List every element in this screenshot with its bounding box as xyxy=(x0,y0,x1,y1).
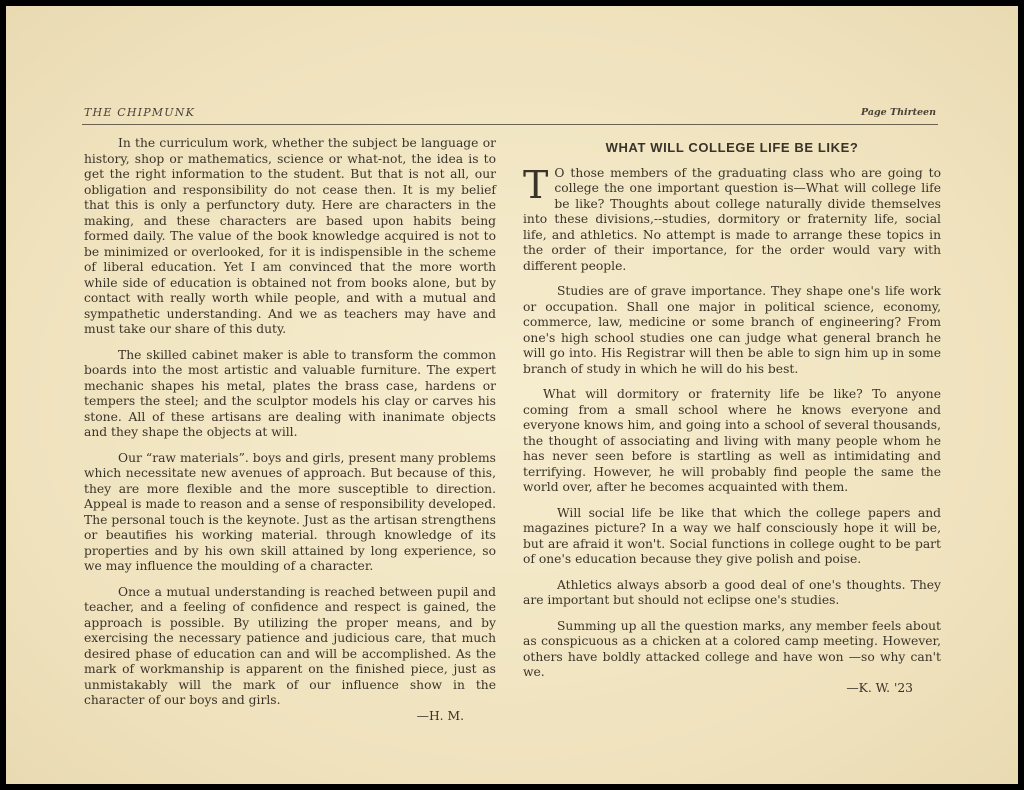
right-paragraph-4: Will social life be like that which the college papers and magazines picture? In a way we half consciously hope it will be, but are afraid it won't. Social functions in college ought to be part of one's education because they give polish and poise. xyxy=(523,505,941,566)
right-paragraph-6: Summing up all the question marks, any member feels about as conspicuous as a chicken at a colored camp meeting. However, others have boldly attacked college and have won —so why can't we. xyxy=(523,618,941,679)
right-paragraph-2: Studies are of grave importance. They shape one's life work or occupation. Shall one major in political science, economy, commerce, law, medicine or some branch of engineering? From one's high school studies one can judge what general branch he will go into. His Registrar will then be able to sign him up in some branch of study in which he will do his best. xyxy=(523,284,941,376)
left-paragraph-3: Our “raw materials”. boys and girls, present many problems which necessitate new avenues of approach. But because of this, they are more flexible and the more susceptible to direction. Appeal is made to reason and a sense of responsibility developed. The personal touch is the keynote. Just as the artisan strengthens or beautifies his working material. through knowledge of its properties and by his own skill attained by long experience, so we may influence the moulding of a character. xyxy=(84,450,496,573)
page-number-label: Page Thirteen xyxy=(860,107,936,118)
right-column xyxy=(523,136,941,706)
left-paragraph-1: In the curriculum work, whether the subject be language or history, shop or mathematics, science or what-not, the idea is to get the right information to the student. But that is not all, our obligation and responsibility do not cease then. It is my belief that this is only a perfunctory duty. Here are characters in the making, and these characters are based upon habits being formed daily. The value of the book knowledge acquired is not to be minimized or overlooked, for it is indispensible in the scheme of liberal education. Yet I am convinced that the more worth while side of education is obtained not from books alone, but by contact with really worth while people, and with a mutual and sympathetic understanding. And we as teachers may have and must take our share of this duty. xyxy=(84,136,496,336)
drop-cap-letter: T xyxy=(523,162,549,207)
right-paragraph-5: Athletics always absorb a good deal of one's thoughts. They are important but should not eclipse one's studies. xyxy=(523,577,941,607)
right-paragraph-1 xyxy=(523,162,941,275)
header-rule xyxy=(82,124,938,125)
left-paragraph-2: The skilled cabinet maker is able to transform the common boards into the most artistic and valuable furniture. The expert mechanic shapes his metal, plates the brass case, hardens or tempers the steel; and the sculptor models his clay or carves his stone. All of these artisans are dealing with inanimate objects and they shape the objects at will. xyxy=(84,347,496,439)
document-page xyxy=(6,6,1018,784)
right-paragraph-3: What will dormitory or fraternity life be like? To anyone coming from a small school where he knows everyone and everyone knows him, and going into a school of several thousands, the thought of associating and living with many people whom he has never seen before is startling as well as intimidating and terrifying. However, he will probably find people the same the world over, after he becomes acquainted with them. xyxy=(523,387,941,494)
article-title: WHAT WILL COLLEGE LIFE BE LIKE? xyxy=(605,140,859,155)
right-paragraph-1-text: O those members of the graduating class who are going to college the one important question is—What will college life be like? Thoughts about college naturally divide themselves into these divisions,--studies, dormitory or fraternity life, social life, and athletics. No attempt is made to arrange these topics in the order of their importance, for the order would vary with different people. xyxy=(523,165,941,273)
left-column xyxy=(84,136,496,734)
left-signature: —H. M. xyxy=(416,708,464,723)
running-header-title: THE CHIPMUNK xyxy=(84,106,195,119)
left-paragraph-4: Once a mutual understanding is reached between pupil and teacher, and a feeling of confidence and respect is gained, the approach is possible. By utilizing the proper means, and by exercising the necessary patience and judicious care, that much desired phase of education can and will be accomplished. As the mark of workmanship is apparent on the finished piece, just as unmistakably will the mark of our influence show in the character of our boys and girls. xyxy=(84,584,496,707)
right-signature: —K. W. '23 xyxy=(846,680,913,695)
